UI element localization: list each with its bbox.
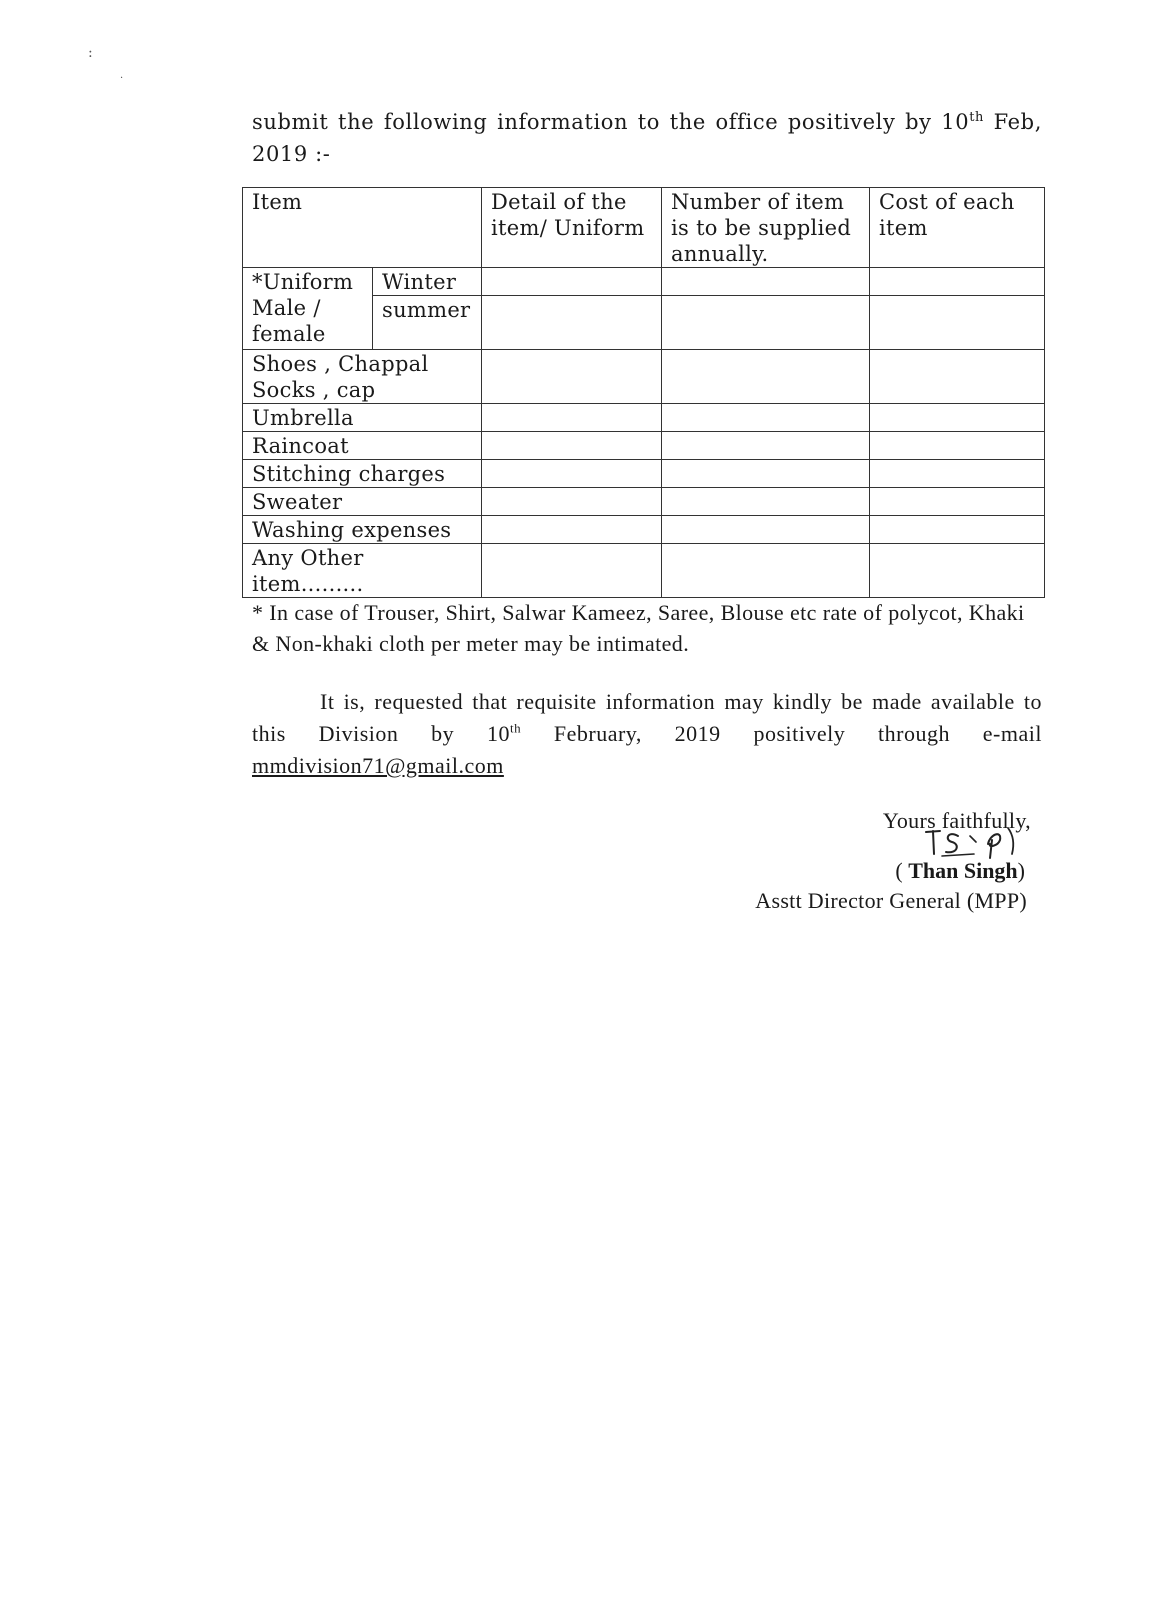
header-cost: Cost of each item	[870, 188, 1045, 268]
item-cell: Sweater	[243, 488, 482, 516]
uniform-winter-cell: Winter	[373, 268, 482, 296]
table-cell	[662, 460, 870, 488]
table-cell	[870, 432, 1045, 460]
item-cell: Raincoat	[243, 432, 482, 460]
table-cell	[482, 516, 662, 544]
table-cell	[870, 268, 1045, 296]
table-cell	[662, 516, 870, 544]
table-row	[243, 350, 1045, 404]
intro-paragraph: submit the following information to the office positively by 10th Feb, 2019 :-	[252, 110, 1042, 166]
table-cell	[870, 350, 1045, 404]
table-cell	[870, 296, 1045, 350]
item-cell: Umbrella	[243, 404, 482, 432]
table-row-uniform-winter	[243, 268, 1045, 296]
table-cell	[662, 268, 870, 296]
header-number: Number of item is to be supplied annually.	[662, 188, 870, 268]
table-cell	[662, 296, 870, 350]
table-header-row	[243, 188, 1045, 268]
signer-designation: Asstt Director General (MPP)	[755, 888, 1027, 913]
table-cell	[482, 544, 662, 598]
table-cell	[482, 432, 662, 460]
table-cell	[662, 350, 870, 404]
table-cell	[482, 350, 662, 404]
request-paragraph: It is, requested that requisite information may kindly be made available to this Division by 10th February, 2019 positively through e-mail mmdivision71@gmail.com	[252, 689, 1042, 778]
email-address: mmdivision71@gmail.com	[252, 753, 504, 778]
item-cell: Any Other item.........	[243, 544, 482, 598]
table-row	[243, 432, 1045, 460]
signer-name: ( Than Singh)	[895, 858, 1025, 883]
table-row	[243, 488, 1045, 516]
table-cell	[662, 404, 870, 432]
table-cell	[482, 404, 662, 432]
table-row	[243, 404, 1045, 432]
table-cell	[662, 432, 870, 460]
table-row	[243, 544, 1045, 598]
scan-speck-mark-2: ·	[120, 73, 124, 84]
table-cell	[482, 488, 662, 516]
table-cell	[662, 544, 870, 598]
scan-speck-mark: :	[88, 45, 93, 61]
table-cell	[870, 460, 1045, 488]
table-cell	[662, 488, 870, 516]
table-cell	[482, 460, 662, 488]
table-row	[243, 516, 1045, 544]
item-cell: Washing expenses	[243, 516, 482, 544]
item-cell: Stitching charges	[243, 460, 482, 488]
closing-salutation: Yours faithfully,	[882, 808, 1031, 833]
table-cell	[870, 488, 1045, 516]
table-cell	[870, 544, 1045, 598]
uniform-summer-cell: summer	[373, 296, 482, 350]
header-detail: Detail of the item/ Uniform	[482, 188, 662, 268]
table-cell	[482, 268, 662, 296]
table-cell	[870, 404, 1045, 432]
item-cell: Shoes , Chappal Socks , cap	[243, 350, 482, 404]
table-row	[243, 460, 1045, 488]
table-cell	[482, 296, 662, 350]
signature-mark	[918, 824, 1028, 860]
footnote: * In case of Trouser, Shirt, Salwar Kameez, Saree, Blouse etc rate of polycot, Khaki & Non-khaki cloth per meter may be intimated.	[252, 600, 1025, 656]
header-item: Item	[243, 188, 482, 268]
uniform-label-cell: *Uniform Male / female	[243, 268, 373, 350]
table-cell	[870, 516, 1045, 544]
uniform-info-table	[242, 187, 1045, 598]
